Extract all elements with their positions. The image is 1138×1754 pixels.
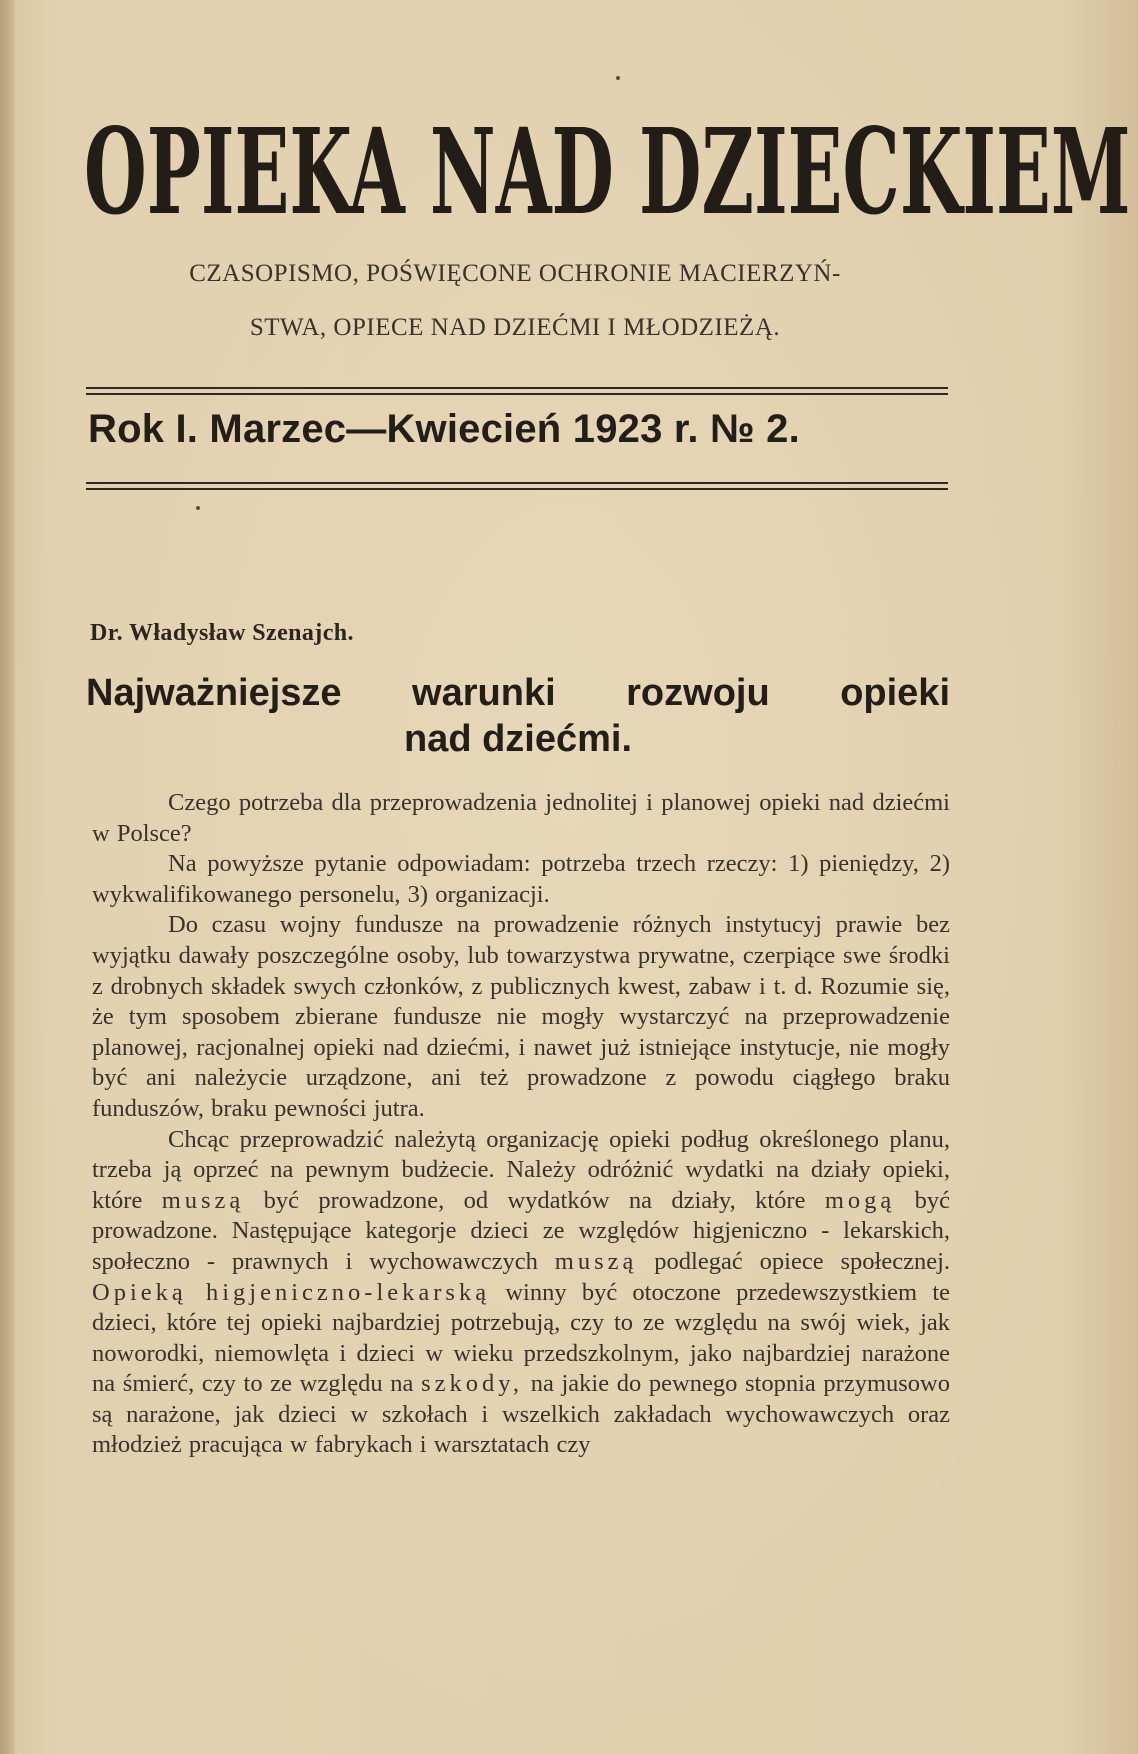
article-title-line-1: Najważniejsze warunki rozwoju opieki: [86, 672, 950, 714]
masthead-subtitle-line-2: STWA, OPIECE NAD DZIEĆMI I MŁODZIEŻĄ.: [249, 314, 781, 341]
masthead-subtitle-line-1: CZASOPISMO, POŚWIĘCONE OCHRONIE MACIERZYŃ-: [189, 260, 841, 287]
issue-line: Rok I. Marzec—Kwiecień 1923 r. № 2.: [88, 407, 800, 451]
print-speck: [196, 506, 200, 510]
p4-emphasis-szkody: szkody,: [421, 1370, 524, 1398]
paragraph-4: [92, 1125, 950, 1462]
article-author: Dr. Władysław Szenajch.: [90, 620, 354, 646]
paragraph-3: Do czasu wojny fundusze na prowadzenie różnych instytucyj prawie bez wyjątku dawały poszczególne osoby, lub towarzystwa prywatne, czerpiące swe środki z drobnych składek swych członków, z publicznych kwest, zabaw i t. d. Rozumie się, że tym sposobem zbierane fundusze nie mogły wystarczyć na przeprowadzenie planowej, racjonalnej opieki nad dziećmi, i nawet już istniejące instytucje, nie mogły być ani należycie urządzone, ani też prowadzone z powodu ciągłego braku funduszów, braku pewności jutra.: [92, 911, 950, 1122]
p4-text-g: podlegać opiece społecznej.: [637, 1247, 951, 1275]
masthead-title: OPIEKA NAD DZIECKIEM: [84, 102, 1131, 241]
article-body: [92, 788, 950, 1461]
p4-text-i: winny być otoczone przedewszystkiem te dzieci, które tej opieki najbardziej potrzebują, czy to ze względu na swój wiek, jak noworodki, niemowlęta i dzieci w wieku przedszkolnym, jako najbardziej narażone na śmierć, czy to ze względu na: [92, 1278, 950, 1398]
article-title-line-2: nad dziećmi.: [403, 718, 633, 760]
p4-emphasis-musza-2: muszą: [554, 1247, 638, 1275]
page-spine-edge: [0, 0, 14, 1754]
print-speck: [616, 76, 620, 80]
p4-emphasis-moga: mogą: [824, 1186, 896, 1214]
p4-emphasis-musza: muszą: [161, 1186, 245, 1214]
p4-text-e: być prowadzone. Następujące kategorje dzieci ze względów higjeniczno - lekarskich, społeczno - prawnych i wychowawczych: [92, 1186, 950, 1275]
p4-emphasis-opieka: Opieką higjeniczno-lekarską: [92, 1278, 491, 1306]
paragraph-2: Na powyższe pytanie odpowiadam: potrzeba trzech rzeczy: 1) pieniędzy, 2) wykwalifikowanego personelu, 3) organizacji.: [92, 850, 950, 908]
article-title: [86, 670, 950, 762]
p4-text-a: Chcąc przeprowadzić należytą organizację opieki podług określonego planu, trzeba ją oprzeć na pewnym budżecie. Należy odróżnić wydatki na działy opieki, które: [92, 1125, 950, 1214]
p4-text-c: być prowadzone, od wydatków na działy, które: [244, 1186, 825, 1214]
paragraph-1: Czego potrzeba dla przeprowadzenia jednolitej i planowej opieki nad dziećmi w Polsce?: [92, 789, 950, 847]
p4-text-k: na jakie do pewnego stopnia przymusowo są narażone, jak dzieci w szkołach i wszelkich zakładach wychowawczych oraz młodzież pracująca w fabrykach i warsztatach czy: [92, 1370, 950, 1459]
